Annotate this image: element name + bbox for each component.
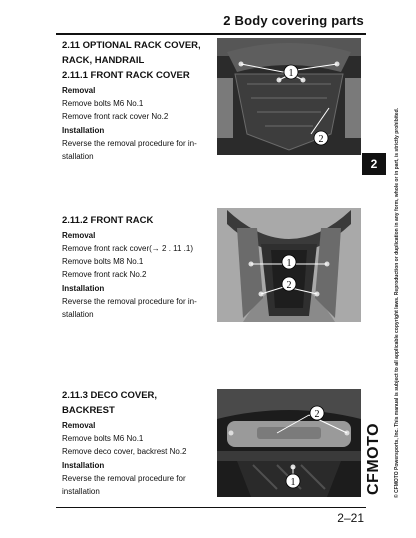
installation-text: stallation [62,152,94,161]
callout-label: 2 [318,134,324,145]
callout-label: 1 [286,258,292,269]
removal-heading: Removal [62,231,96,240]
installation-heading: Installation [62,284,105,293]
photo-front-rack [217,208,361,322]
page-number: 2–21 [337,511,364,525]
brand-logo: CFMOTO [365,422,382,495]
installation-text: installation [62,487,100,496]
footer-rule [56,507,366,508]
section-front-rack [62,213,212,321]
installation-text: Reverse the removal procedure for in- [62,139,197,148]
section-title: 2.11.2 FRONT RACK [62,215,154,226]
installation-heading: Installation [62,461,105,470]
installation-heading: Installation [62,126,105,135]
removal-step: Remove bolts M8 No.1 [62,257,144,266]
copyright-notice: © CFMOTO Powersports, Inc. This manual is subject to all applicable copyright laws. Reproduction or duplication in any form, whole or in part, is strictly prohibited. [394,107,400,498]
callout-label: 2 [286,280,292,291]
removal-step: Remove deco cover, backrest No.2 [62,447,187,456]
removal-step: Remove front rack cover(→ 2 . 11 .1) [62,244,194,253]
section-title-line1: 2.11 OPTIONAL RACK COVER, [62,40,201,51]
removal-step: Remove front rack cover No.2 [62,112,169,121]
subsection-title: 2.11.1 FRONT RACK COVER [62,70,190,81]
removal-heading: Removal [62,86,96,95]
page-header-title: 2 Body covering parts [223,13,364,28]
section-title: 2.11.3 DECO COVER, BACKREST [62,390,158,416]
header-rule [56,33,366,35]
section-title-line2: RACK, HANDRAIL [62,55,145,66]
removal-step: Remove bolts M6 No.1 [62,434,144,443]
installation-text: Reverse the removal procedure for in- [62,297,197,306]
chapter-tab: 2 [362,153,386,175]
section-front-rack-cover [62,38,212,163]
section-deco-cover-backrest [62,388,212,498]
installation-text: stallation [62,310,94,319]
installation-text: Reverse the removal procedure for [62,474,186,483]
callout-label: 1 [288,68,294,79]
removal-step: Remove bolts M6 No.1 [62,99,144,108]
removal-heading: Removal [62,421,96,430]
photo-deco-cover-backrest [217,389,361,497]
callout-label: 1 [290,477,296,488]
photo-front-rack-cover [217,38,361,155]
callout-label: 2 [314,409,320,420]
removal-step: Remove front rack No.2 [62,270,147,279]
